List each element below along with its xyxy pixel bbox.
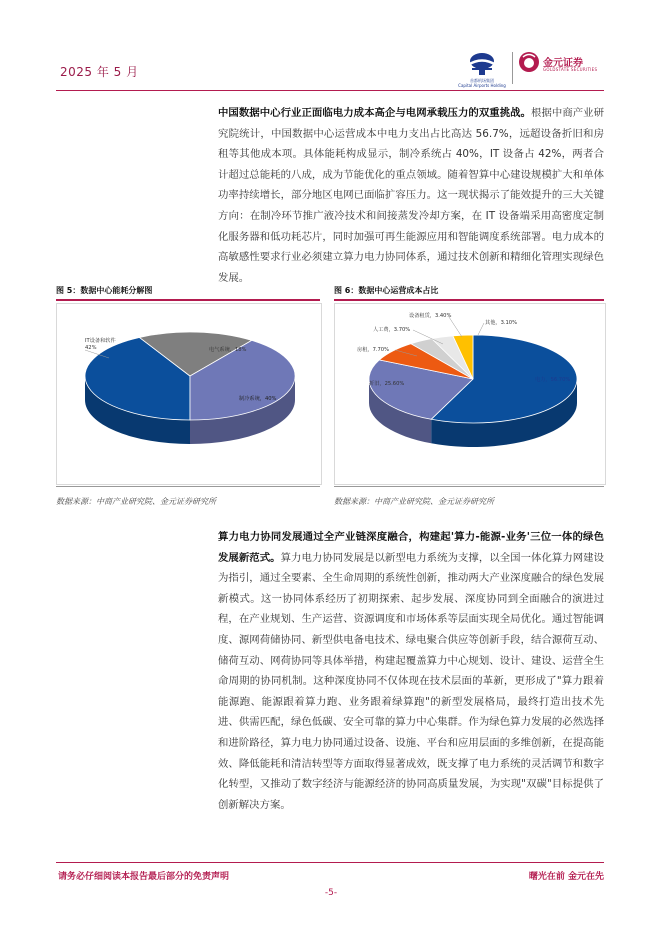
figure-6-title: 图 6：数据中心运营成本占比 <box>334 286 439 295</box>
paragraph-1 <box>218 103 604 288</box>
pie-label-0: 电力，56.70% <box>535 377 571 383</box>
report-date: 2025 年 5 月 <box>60 65 139 79</box>
figure-5-title: 图 5：数据中心能耗分解图 <box>56 286 153 295</box>
pie-leader-5 <box>478 323 484 335</box>
figure-5-pie <box>57 304 321 484</box>
pie-label-1: 电气系统，18% <box>209 347 247 353</box>
paragraph-1-lead: 中国数据中心行业正面临电力成本高企与电网承载压力的双重挑战。 <box>218 107 532 119</box>
paragraph-2 <box>218 527 604 815</box>
capital-airports-name: 首都机场集团 Capital Airports Holding <box>458 78 506 88</box>
pie-label-2: 制冷系统，40% <box>239 396 277 402</box>
pie-leader-4 <box>449 317 462 337</box>
paragraph-2-lead: 算力电力协同发展通过全产业链深度融合，构建起'算力-能源-业务'三位一体的绿色发展新范式。 <box>218 531 604 564</box>
pie-label-2: 房租，7.70% <box>357 347 390 353</box>
header-divider <box>56 90 604 91</box>
footer-divider <box>56 862 604 863</box>
goldstate-name-cn: 金元证券 <box>543 58 583 69</box>
pie-label-4: 设备租赁，3.40% <box>409 313 452 319</box>
paragraph-1-body: 根据中商产业研究院统计，中国数据中心运营成本中电力支出占比高达 56.7%，远超设备折旧和房租等其他成本项。具体能耗构成显示，制冷系统占 40%，IT 设备占 42%，两者合计超过总能耗的八成，成为节能优化的重点领域。随着智算中心建设规模扩大和单体功率持续增长，部分地区电网已面临扩容压力。这一现状揭示了能效提升的三大关键方向：在制冷环节推广液冷技术和间接蒸发冷却方案，在 IT 设备端采用高密度定制化服务器和低功耗芯片，同时加强可再生能源应用和智能调度系统部署。电力成本的高敏感性要求行业必须建立算力电力协同体系，通过技术创新和精细化管理实现绿色发展。 <box>218 107 605 284</box>
logo-separator <box>512 52 513 84</box>
pie-label-1: 折旧，25.60% <box>369 381 405 387</box>
figure-5-title-rule <box>56 299 320 301</box>
pie-label-3: 人工费，3.70% <box>373 327 411 333</box>
goldstate-name-en: GOLDSTATE SECURITIES <box>543 67 598 72</box>
figure-6-bottom-rule <box>334 486 604 487</box>
pie-label-5: 其他，3.10% <box>485 320 518 326</box>
goldstate-logo-icon <box>518 51 540 73</box>
figure-6-title-rule <box>334 299 604 301</box>
page-number: -5- <box>324 888 338 898</box>
footer-disclaimer: 请务必仔细阅读本报告最后部分的免责声明 <box>58 872 230 882</box>
footer-slogan: 曙光在前 金元在先 <box>528 872 604 882</box>
figure-5-bottom-rule <box>56 486 320 487</box>
figure-6-source: 数据来源：中商产业研究院、金元证券研究所 <box>334 497 494 506</box>
figure-6-pie <box>335 304 605 484</box>
figure-5-chart <box>56 303 322 485</box>
figure-5-source: 数据来源：中商产业研究院、金元证券研究所 <box>56 497 216 506</box>
pie-label-0: IT设备和软件 42% <box>85 338 116 351</box>
figure-6-chart <box>334 303 606 485</box>
paragraph-2-body: 算力电力协同发展是以新型电力系统为支撑，以全国一体化算力网建设为指引，通过全要素、全生命周期的系统性创新，推动两大产业深度融合的绿色发展新模式。这一协同体系经历了初期探索、起步发展、深度协同到全面融合的演进过程，在产业规划、生产运营、资源调度和市场体系等层面实现全局优化。通过智能调度、源网荷储协同、新型供电备电技术、绿电聚合供应等创新手段，结合源荷互动、储荷互动、网荷协同等具体举措，构建起覆盖算力中心规划、设计、建设、运营全生命周期的协同机制。这种深度协同不仅体现在技术层面的革新，更形成了"算力跟着能源跑、能源跟着算力跑、业务跟着绿算跑"的新型发展格局，最终打造出技术先进、供需匹配，绿色低碳、安全可靠的算力中心集群。作为绿色算力发展的必然选择和进阶路径，算力电力协同通过设备、设施、平台和应用层面的多维创新，在提高能效、降低能耗和清洁转型等方面取得显著成效，既支撑了电力系统的灵活调节和数字化转型，又推动了数字经济与能源经济的协同高质量发展，为实现"双碳"目标提供了创新解决方案。 <box>218 551 605 811</box>
header-logos <box>458 48 608 88</box>
